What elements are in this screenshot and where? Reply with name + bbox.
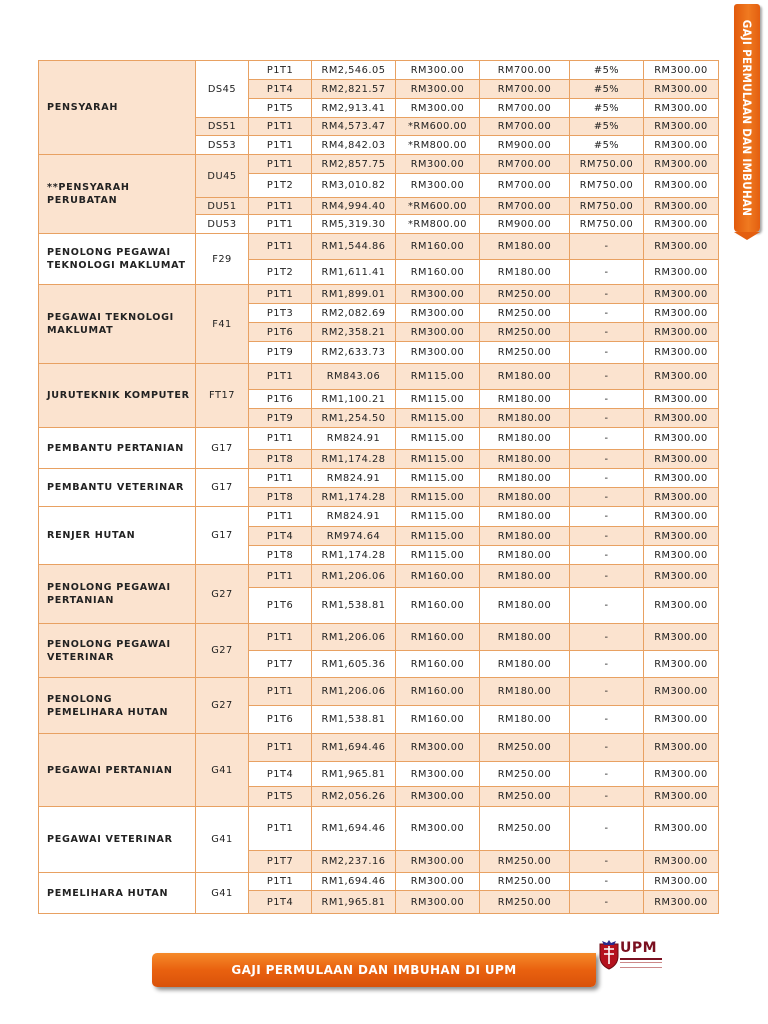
table-cell: RM300.00: [644, 323, 719, 342]
grade-cell: DU53: [196, 215, 249, 234]
table-cell: P1T2: [249, 260, 312, 285]
table-cell: RM300.00: [644, 80, 719, 99]
table-cell: -: [570, 873, 644, 891]
table-cell: -: [570, 450, 644, 469]
table-cell: RM300.00: [644, 215, 719, 234]
table-cell: -: [570, 285, 644, 304]
table-cell: RM2,358.21: [312, 323, 396, 342]
table-cell: RM700.00: [480, 155, 570, 174]
table-cell: P1T4: [249, 891, 312, 914]
table-cell: RM300.00: [396, 851, 480, 873]
category-cell: PENOLONG PEGAWAI VETERINAR: [39, 624, 196, 678]
logo-text: UPM: [620, 940, 658, 956]
table-cell: RM250.00: [480, 323, 570, 342]
table-cell: RM1,254.50: [312, 409, 396, 428]
table-row: [39, 234, 719, 260]
table-cell: RM300.00: [644, 624, 719, 651]
table-cell: RM700.00: [480, 99, 570, 118]
table-cell: RM300.00: [644, 450, 719, 469]
table-cell: P1T2: [249, 174, 312, 198]
table-cell: #5%: [570, 61, 644, 80]
table-cell: -: [570, 734, 644, 762]
table-cell: RM250.00: [480, 873, 570, 891]
table-cell: RM974.64: [312, 527, 396, 546]
table-cell: RM300.00: [644, 588, 719, 624]
table-cell: RM160.00: [396, 565, 480, 588]
grade-cell: G17: [196, 507, 249, 565]
table-cell: -: [570, 342, 644, 364]
grade-cell: G27: [196, 678, 249, 734]
grade-cell: G41: [196, 807, 249, 873]
table-cell: P1T1: [249, 807, 312, 851]
table-cell: #5%: [570, 80, 644, 99]
table-cell: RM300.00: [644, 409, 719, 428]
table-cell: RM900.00: [480, 136, 570, 155]
grade-cell: FT17: [196, 364, 249, 428]
footer-banner: [152, 953, 596, 987]
table-cell: P1T1: [249, 285, 312, 304]
table-cell: RM300.00: [644, 198, 719, 215]
table-cell: RM250.00: [480, 304, 570, 323]
table-cell: -: [570, 428, 644, 450]
table-cell: RM300.00: [644, 651, 719, 678]
table-cell: *RM600.00: [396, 118, 480, 136]
table-row: [39, 624, 719, 651]
table-cell: RM300.00: [644, 565, 719, 588]
table-cell: RM180.00: [480, 706, 570, 734]
grade-cell: G27: [196, 565, 249, 624]
grade-cell: G27: [196, 624, 249, 678]
category-cell: RENJER HUTAN: [39, 507, 196, 565]
table-cell: RM300.00: [644, 469, 719, 488]
table-cell: RM1,206.06: [312, 624, 396, 651]
table-cell: RM180.00: [480, 565, 570, 588]
table-cell: RM1,694.46: [312, 807, 396, 851]
category-cell: PEMBANTU PERTANIAN: [39, 428, 196, 469]
table-cell: RM300.00: [644, 234, 719, 260]
table-cell: RM5,319.30: [312, 215, 396, 234]
table-cell: RM300.00: [644, 428, 719, 450]
table-cell: RM1,694.46: [312, 734, 396, 762]
table-cell: RM300.00: [644, 364, 719, 390]
table-cell: P1T1: [249, 873, 312, 891]
table-cell: RM824.91: [312, 507, 396, 527]
table-row: [39, 364, 719, 390]
table-row: [39, 807, 719, 851]
table-cell: RM300.00: [644, 507, 719, 527]
table-cell: RM300.00: [644, 155, 719, 174]
table-cell: RM900.00: [480, 215, 570, 234]
table-cell: RM2,857.75: [312, 155, 396, 174]
category-cell: PEGAWAI PERTANIAN: [39, 734, 196, 807]
table-cell: RM1,544.86: [312, 234, 396, 260]
table-cell: RM300.00: [644, 118, 719, 136]
table-cell: *RM800.00: [396, 136, 480, 155]
table-cell: RM2,546.05: [312, 61, 396, 80]
table-cell: RM750.00: [570, 174, 644, 198]
table-cell: RM250.00: [480, 285, 570, 304]
table-cell: -: [570, 762, 644, 787]
table-cell: RM180.00: [480, 450, 570, 469]
table-row: [39, 565, 719, 588]
table-cell: RM750.00: [570, 155, 644, 174]
table-cell: RM180.00: [480, 234, 570, 260]
table-cell: RM115.00: [396, 450, 480, 469]
table-cell: RM300.00: [396, 873, 480, 891]
table-cell: P1T9: [249, 342, 312, 364]
footer-title: GAJI PERMULAAN DAN IMBUHAN DI UPM: [231, 963, 517, 977]
table-cell: -: [570, 851, 644, 873]
table-cell: RM300.00: [396, 807, 480, 851]
table-cell: RM1,899.01: [312, 285, 396, 304]
table-row: [39, 428, 719, 450]
table-cell: RM2,633.73: [312, 342, 396, 364]
table-cell: P1T8: [249, 546, 312, 565]
table-cell: RM700.00: [480, 61, 570, 80]
table-cell: P1T4: [249, 80, 312, 99]
table-row: [39, 507, 719, 527]
table-cell: P1T9: [249, 409, 312, 428]
table-cell: RM1,605.36: [312, 651, 396, 678]
table-cell: RM180.00: [480, 488, 570, 507]
table-cell: -: [570, 304, 644, 323]
table-cell: RM300.00: [644, 488, 719, 507]
table-cell: RM115.00: [396, 390, 480, 409]
table-cell: RM115.00: [396, 364, 480, 390]
table-cell: RM300.00: [396, 99, 480, 118]
grade-cell: DU51: [196, 198, 249, 215]
table-cell: P1T1: [249, 118, 312, 136]
grade-cell: DS53: [196, 136, 249, 155]
table-cell: RM300.00: [396, 323, 480, 342]
table-cell: RM824.91: [312, 469, 396, 488]
table-cell: P1T1: [249, 234, 312, 260]
table-cell: RM115.00: [396, 409, 480, 428]
category-cell: PEMBANTU VETERINAR: [39, 469, 196, 507]
table-cell: RM300.00: [644, 304, 719, 323]
table-cell: P1T1: [249, 469, 312, 488]
table-cell: P1T4: [249, 527, 312, 546]
table-cell: -: [570, 546, 644, 565]
table-cell: RM300.00: [396, 174, 480, 198]
table-cell: -: [570, 323, 644, 342]
table-cell: RM300.00: [396, 734, 480, 762]
table-cell: RM160.00: [396, 234, 480, 260]
table-cell: -: [570, 507, 644, 527]
table-cell: RM300.00: [644, 807, 719, 851]
table-cell: RM300.00: [396, 342, 480, 364]
table-cell: P1T1: [249, 155, 312, 174]
table-cell: P1T6: [249, 390, 312, 409]
table-cell: RM115.00: [396, 546, 480, 565]
table-cell: RM300.00: [644, 787, 719, 807]
table-cell: -: [570, 787, 644, 807]
table-cell: P1T1: [249, 734, 312, 762]
table-cell: P1T1: [249, 678, 312, 706]
table-cell: *RM600.00: [396, 198, 480, 215]
table-cell: -: [570, 260, 644, 285]
table-cell: RM180.00: [480, 546, 570, 565]
table-cell: #5%: [570, 99, 644, 118]
table-cell: -: [570, 488, 644, 507]
table-cell: RM115.00: [396, 507, 480, 527]
table-cell: P1T7: [249, 851, 312, 873]
table-cell: RM300.00: [644, 174, 719, 198]
table-cell: RM160.00: [396, 624, 480, 651]
table-cell: -: [570, 234, 644, 260]
table-cell: RM300.00: [644, 546, 719, 565]
table-cell: -: [570, 588, 644, 624]
category-cell: PENOLONG PEMELIHARA HUTAN: [39, 678, 196, 734]
table-cell: -: [570, 807, 644, 851]
table-row: [39, 61, 719, 80]
logo-underline: [620, 958, 662, 960]
table-cell: -: [570, 565, 644, 588]
table-cell: RM2,821.57: [312, 80, 396, 99]
table-cell: -: [570, 891, 644, 914]
table-cell: RM300.00: [396, 787, 480, 807]
table-cell: -: [570, 364, 644, 390]
table-cell: P1T1: [249, 507, 312, 527]
table-cell: RM4,573.47: [312, 118, 396, 136]
table-cell: RM160.00: [396, 260, 480, 285]
table-cell: RM1,611.41: [312, 260, 396, 285]
table-cell: RM115.00: [396, 527, 480, 546]
table-cell: -: [570, 651, 644, 678]
table-cell: P1T6: [249, 706, 312, 734]
grade-cell: DU45: [196, 155, 249, 198]
table-cell: RM300.00: [644, 873, 719, 891]
table-cell: RM180.00: [480, 428, 570, 450]
table-cell: RM300.00: [644, 734, 719, 762]
table-cell: RM1,965.81: [312, 891, 396, 914]
table-cell: RM300.00: [644, 136, 719, 155]
table-cell: P1T6: [249, 323, 312, 342]
table-cell: RM300.00: [644, 527, 719, 546]
table-cell: RM824.91: [312, 428, 396, 450]
table-cell: P1T4: [249, 762, 312, 787]
table-cell: RM300.00: [396, 285, 480, 304]
table-cell: P1T1: [249, 364, 312, 390]
upm-crest-icon: [598, 940, 620, 970]
category-cell: JURUTEKNIK KOMPUTER: [39, 364, 196, 428]
table-cell: RM300.00: [644, 706, 719, 734]
table-cell: RM300.00: [644, 851, 719, 873]
table-cell: RM843.06: [312, 364, 396, 390]
table-row: [39, 469, 719, 488]
table-cell: RM700.00: [480, 80, 570, 99]
table-row: [39, 873, 719, 891]
table-cell: -: [570, 469, 644, 488]
table-cell: RM180.00: [480, 527, 570, 546]
table-cell: RM1,694.46: [312, 873, 396, 891]
table-cell: RM2,237.16: [312, 851, 396, 873]
table-cell: RM2,056.26: [312, 787, 396, 807]
table-cell: -: [570, 624, 644, 651]
table-cell: P1T1: [249, 198, 312, 215]
category-cell: PENSYARAH: [39, 61, 196, 155]
table-row: [39, 285, 719, 304]
table-cell: RM250.00: [480, 762, 570, 787]
table-cell: RM115.00: [396, 469, 480, 488]
table-cell: RM300.00: [644, 762, 719, 787]
table-cell: P1T3: [249, 304, 312, 323]
table-cell: RM2,913.41: [312, 99, 396, 118]
table-cell: RM250.00: [480, 734, 570, 762]
table-cell: RM300.00: [644, 61, 719, 80]
table-cell: RM250.00: [480, 807, 570, 851]
table-cell: P1T8: [249, 488, 312, 507]
table-cell: RM180.00: [480, 469, 570, 488]
table-cell: RM160.00: [396, 588, 480, 624]
table-cell: P1T5: [249, 787, 312, 807]
table-cell: RM4,994.40: [312, 198, 396, 215]
table-cell: P1T1: [249, 215, 312, 234]
table-cell: RM180.00: [480, 364, 570, 390]
table-cell: RM180.00: [480, 260, 570, 285]
table-cell: RM750.00: [570, 215, 644, 234]
table-cell: RM300.00: [644, 891, 719, 914]
table-row: [39, 678, 719, 706]
table-cell: RM300.00: [396, 762, 480, 787]
table-cell: RM180.00: [480, 409, 570, 428]
category-cell: PEMELIHARA HUTAN: [39, 873, 196, 914]
table-cell: RM300.00: [644, 260, 719, 285]
table-cell: RM1,965.81: [312, 762, 396, 787]
category-cell: PEGAWAI TEKNOLOGI MAKLUMAT: [39, 285, 196, 364]
category-cell: **PENSYARAH PERUBATAN: [39, 155, 196, 234]
table-cell: RM1,206.06: [312, 678, 396, 706]
table-cell: RM160.00: [396, 678, 480, 706]
grade-cell: F41: [196, 285, 249, 364]
upm-logo: [598, 938, 664, 972]
grade-cell: DS45: [196, 61, 249, 118]
table-cell: P1T1: [249, 624, 312, 651]
table-row: [39, 155, 719, 174]
table-cell: P1T1: [249, 61, 312, 80]
table-cell: *RM800.00: [396, 215, 480, 234]
table-cell: RM750.00: [570, 198, 644, 215]
side-tab-label: GAJI PERMULAAN DAN IMBUHAN: [740, 19, 754, 217]
table-cell: RM180.00: [480, 624, 570, 651]
table-cell: RM700.00: [480, 174, 570, 198]
table-cell: RM1,538.81: [312, 588, 396, 624]
table-cell: RM1,174.28: [312, 546, 396, 565]
table-cell: P1T5: [249, 99, 312, 118]
table-cell: RM300.00: [396, 304, 480, 323]
table-cell: RM300.00: [396, 80, 480, 99]
table-cell: RM700.00: [480, 198, 570, 215]
table-cell: P1T1: [249, 136, 312, 155]
table-cell: -: [570, 678, 644, 706]
table-cell: RM300.00: [644, 285, 719, 304]
table-cell: RM115.00: [396, 428, 480, 450]
logo-tagline: [620, 962, 662, 968]
table-cell: RM180.00: [480, 507, 570, 527]
table-cell: RM180.00: [480, 390, 570, 409]
table-cell: -: [570, 409, 644, 428]
grade-cell: G17: [196, 469, 249, 507]
table-cell: RM300.00: [396, 61, 480, 80]
table-cell: RM250.00: [480, 851, 570, 873]
table-cell: RM300.00: [644, 390, 719, 409]
table-cell: RM1,100.21: [312, 390, 396, 409]
table-cell: RM4,842.03: [312, 136, 396, 155]
table-cell: RM160.00: [396, 706, 480, 734]
table-cell: -: [570, 527, 644, 546]
grade-cell: F29: [196, 234, 249, 285]
category-cell: PENOLONG PEGAWAI PERTANIAN: [39, 565, 196, 624]
table-cell: RM2,082.69: [312, 304, 396, 323]
grade-cell: G17: [196, 428, 249, 469]
table-cell: RM300.00: [644, 342, 719, 364]
table-cell: P1T1: [249, 565, 312, 588]
table-cell: RM250.00: [480, 342, 570, 364]
table-cell: RM1,174.28: [312, 488, 396, 507]
table-cell: P1T1: [249, 428, 312, 450]
section-side-tab: [734, 4, 760, 232]
table-cell: RM250.00: [480, 891, 570, 914]
category-cell: PEGAWAI VETERINAR: [39, 807, 196, 873]
table-cell: -: [570, 706, 644, 734]
salary-table: [38, 60, 719, 914]
grade-cell: DS51: [196, 118, 249, 136]
table-cell: RM700.00: [480, 118, 570, 136]
table-cell: RM250.00: [480, 787, 570, 807]
table-cell: P1T8: [249, 450, 312, 469]
table-cell: RM180.00: [480, 651, 570, 678]
table-cell: RM115.00: [396, 488, 480, 507]
table-cell: RM3,010.82: [312, 174, 396, 198]
table-cell: RM300.00: [644, 99, 719, 118]
table-cell: RM180.00: [480, 678, 570, 706]
table-cell: RM1,538.81: [312, 706, 396, 734]
table-cell: RM1,206.06: [312, 565, 396, 588]
grade-cell: G41: [196, 734, 249, 807]
grade-cell: G41: [196, 873, 249, 914]
table-cell: RM1,174.28: [312, 450, 396, 469]
table-cell: RM300.00: [396, 155, 480, 174]
table-cell: #5%: [570, 118, 644, 136]
table-cell: -: [570, 390, 644, 409]
table-cell: #5%: [570, 136, 644, 155]
table-cell: RM160.00: [396, 651, 480, 678]
category-cell: PENOLONG PEGAWAI TEKNOLOGI MAKLUMAT: [39, 234, 196, 285]
table-cell: RM300.00: [644, 678, 719, 706]
table-row: [39, 734, 719, 762]
table-cell: RM180.00: [480, 588, 570, 624]
table-cell: P1T6: [249, 588, 312, 624]
table-cell: RM300.00: [396, 891, 480, 914]
table-cell: P1T7: [249, 651, 312, 678]
